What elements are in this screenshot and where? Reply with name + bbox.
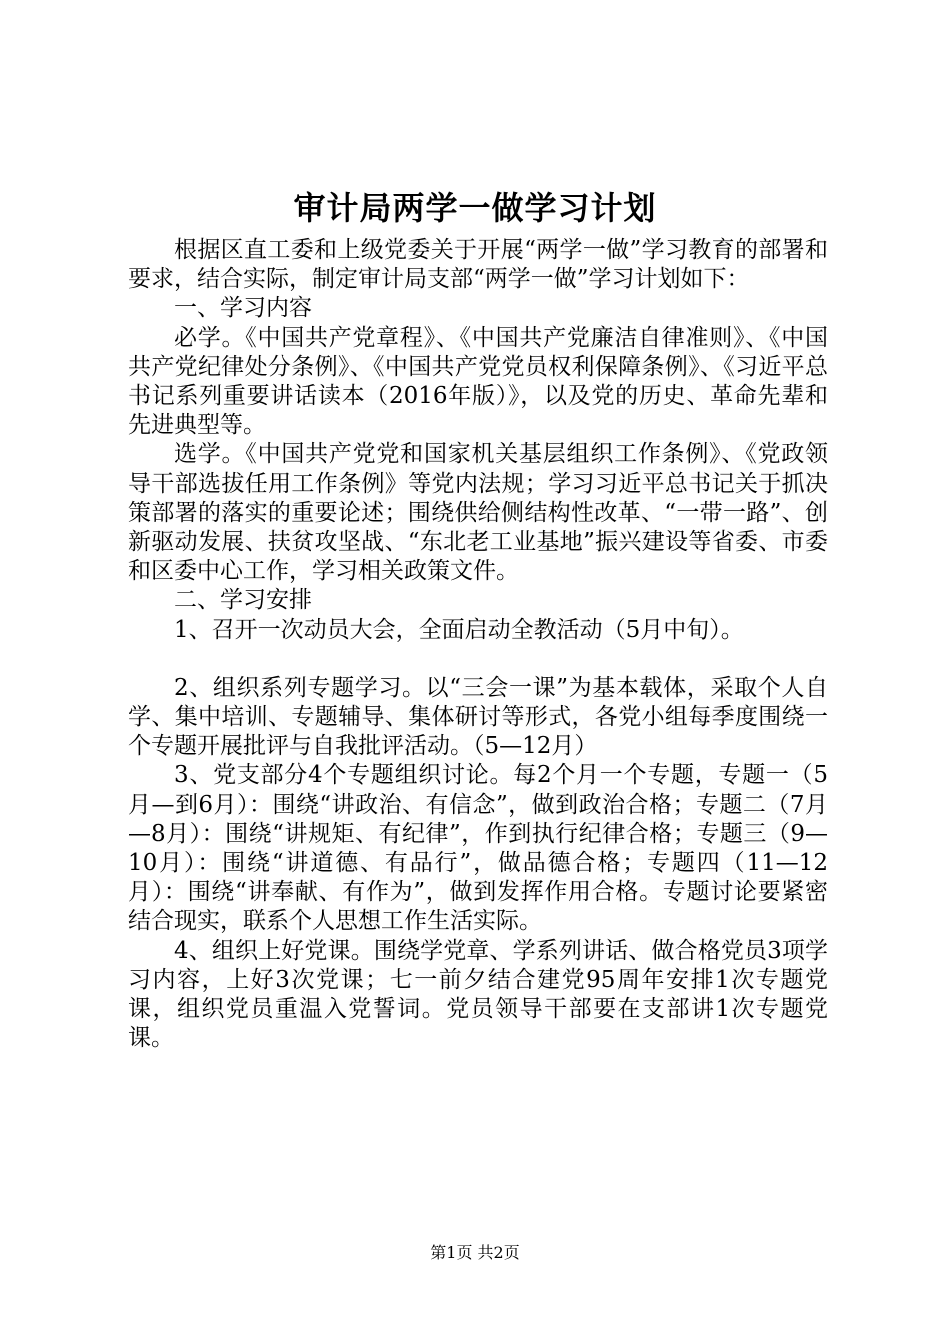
elective-study-paragraph: 选学。《中国共产党党和国家机关基层组织工作条例》、《党政领导干部选拔任用工作条例》等党内法规；学习习近平总书记关于抓决策部署的落实的重要论述；围绕供给侧结构性改革、“一带一路”、创新驱动发展、扶贫攻坚战、“东北老工业基地”振兴建设等省委、市委和区委中心工作，学习相关政策文件。 bbox=[128, 441, 828, 585]
page-number-footer: 第1页 共2页 bbox=[430, 1243, 520, 1262]
arrangement-item-2: 2、组织系列专题学习。以“三会一课”为基本载体，采取个人自学、集中培训、专题辅导、集体研讨等形式，各党小组每季度围绕一个专题开展批评与自我批评活动。（5—12月） bbox=[128, 674, 828, 760]
intro-paragraph: 根据区直工委和上级党委关于开展“两学一做”学习教育的部署和要求，结合实际，制定审计局支部“两学一做”学习计划如下： bbox=[128, 237, 828, 293]
section-heading-content: 一、学习内容 bbox=[174, 295, 312, 322]
document-body bbox=[128, 236, 828, 1053]
section-heading-arrangement: 二、学习安排 bbox=[174, 587, 312, 614]
document-title: 审计局两学一做学习计划 bbox=[293, 189, 657, 227]
required-study-paragraph: 必学。《中国共产党章程》、《中国共产党廉洁自律准则》、《中国共产党纪律处分条例》、《中国共产党党员权利保障条例》、《习近平总书记系列重要讲话读本（2016年版）》，以及党的历史、革命先辈和先进典型等。 bbox=[128, 324, 828, 439]
arrangement-item-3: 3、党支部分4个专题组织讨论。每2个月一个专题，专题一（5月—到6月）：围绕“讲政治、有信念”，做到政治合格；专题二（7月—8月）：围绕“讲规矩、有纪律”，作到执行纪律合格；专题三（9—10月）：围绕“讲道德、有品行”，做品德合格；专题四（11—12月）：围绕“讲奉献、有作为”，做到发挥作用合格。专题讨论要紧密结合现实，联系个人思想工作生活实际。 bbox=[128, 762, 828, 935]
arrangement-item-1: 1、召开一次动员大会，全面启动全教活动（5月中旬）。 bbox=[174, 616, 744, 643]
arrangement-item-4: 4、组织上好党课。围绕学党章、学系列讲话、做合格党员3项学习内容，上好3次党课；七一前夕结合建党95周年安排1次专题党课，组织党员重温入党誓词。党员领导干部要在支部讲1次专题党课。 bbox=[128, 937, 828, 1052]
